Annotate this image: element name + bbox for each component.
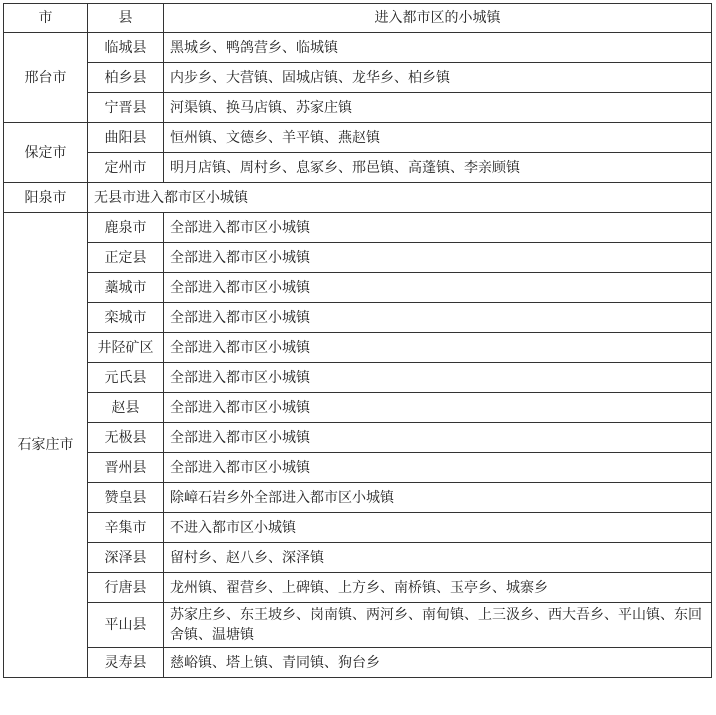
towns-cell: 全部进入都市区小城镇: [164, 393, 712, 423]
county-cell: 深泽县: [88, 543, 164, 573]
note-cell: 无县市进入都市区小城镇: [88, 183, 712, 213]
table-row: [4, 33, 712, 63]
towns-cell: 全部进入都市区小城镇: [164, 333, 712, 363]
towns-cell: 全部进入都市区小城镇: [164, 303, 712, 333]
towns-cell: 全部进入都市区小城镇: [164, 273, 712, 303]
table-row: [4, 63, 712, 93]
towns-cell: 留村乡、赵八乡、深泽镇: [164, 543, 712, 573]
county-cell: 宁晋县: [88, 93, 164, 123]
towns-cell: 黑城乡、鸭鸽营乡、临城镇: [164, 33, 712, 63]
city-cell: 保定市: [4, 123, 88, 183]
header-city: 市: [4, 4, 88, 33]
table-row: [4, 153, 712, 183]
table-row: [4, 303, 712, 333]
county-cell: 辛集市: [88, 513, 164, 543]
county-cell: 平山县: [88, 603, 164, 648]
table-row: [4, 573, 712, 603]
county-cell: 临城县: [88, 33, 164, 63]
table-row: [4, 243, 712, 273]
county-cell: 正定县: [88, 243, 164, 273]
county-cell: 元氏县: [88, 363, 164, 393]
towns-cell: 全部进入都市区小城镇: [164, 453, 712, 483]
city-cell: 邢台市: [4, 33, 88, 123]
county-cell: 藁城市: [88, 273, 164, 303]
towns-table: [3, 3, 712, 678]
towns-cell: 不进入都市区小城镇: [164, 513, 712, 543]
table-row: [4, 648, 712, 678]
table-row: [4, 513, 712, 543]
city-cell: 阳泉市: [4, 183, 88, 213]
towns-cell: 河渠镇、换马店镇、苏家庄镇: [164, 93, 712, 123]
county-cell: 鹿泉市: [88, 213, 164, 243]
table-row: [4, 543, 712, 573]
towns-cell: 明月店镇、周村乡、息冢乡、邢邑镇、高蓬镇、李亲顾镇: [164, 153, 712, 183]
county-cell: 曲阳县: [88, 123, 164, 153]
table-row: [4, 423, 712, 453]
header-county: 县: [88, 4, 164, 33]
towns-cell: 苏家庄乡、东王坡乡、岗南镇、两河乡、南甸镇、上三汲乡、西大吾乡、平山镇、东回舍镇、温塘镇: [164, 603, 712, 648]
city-cell: 石家庄市: [4, 213, 88, 678]
table-row: [4, 333, 712, 363]
table-row: [4, 183, 712, 213]
county-cell: 井陉矿区: [88, 333, 164, 363]
county-cell: 赞皇县: [88, 483, 164, 513]
table-row: [4, 93, 712, 123]
county-cell: 行唐县: [88, 573, 164, 603]
towns-cell: 全部进入都市区小城镇: [164, 423, 712, 453]
towns-cell: 全部进入都市区小城镇: [164, 363, 712, 393]
towns-cell: 龙州镇、翟营乡、上碑镇、上方乡、南桥镇、玉亭乡、城寨乡: [164, 573, 712, 603]
county-cell: 定州市: [88, 153, 164, 183]
table-row: [4, 483, 712, 513]
towns-cell: 内步乡、大营镇、固城店镇、龙华乡、柏乡镇: [164, 63, 712, 93]
towns-cell: 除嶂石岩乡外全部进入都市区小城镇: [164, 483, 712, 513]
towns-cell: 全部进入都市区小城镇: [164, 243, 712, 273]
table-row: [4, 273, 712, 303]
towns-cell: 恒州镇、文德乡、羊平镇、燕赵镇: [164, 123, 712, 153]
towns-cell: 全部进入都市区小城镇: [164, 213, 712, 243]
county-cell: 无极县: [88, 423, 164, 453]
county-cell: 晋州县: [88, 453, 164, 483]
county-cell: 灵寿县: [88, 648, 164, 678]
header-towns: 进入都市区的小城镇: [164, 4, 712, 33]
county-cell: 柏乡县: [88, 63, 164, 93]
table-row: [4, 213, 712, 243]
table-row: [4, 603, 712, 648]
county-cell: 赵县: [88, 393, 164, 423]
header-row: [4, 4, 712, 33]
table-row: [4, 393, 712, 423]
table-row: [4, 453, 712, 483]
towns-cell: 慈峪镇、塔上镇、青同镇、狗台乡: [164, 648, 712, 678]
county-cell: 栾城市: [88, 303, 164, 333]
table-row: [4, 123, 712, 153]
table-row: [4, 363, 712, 393]
